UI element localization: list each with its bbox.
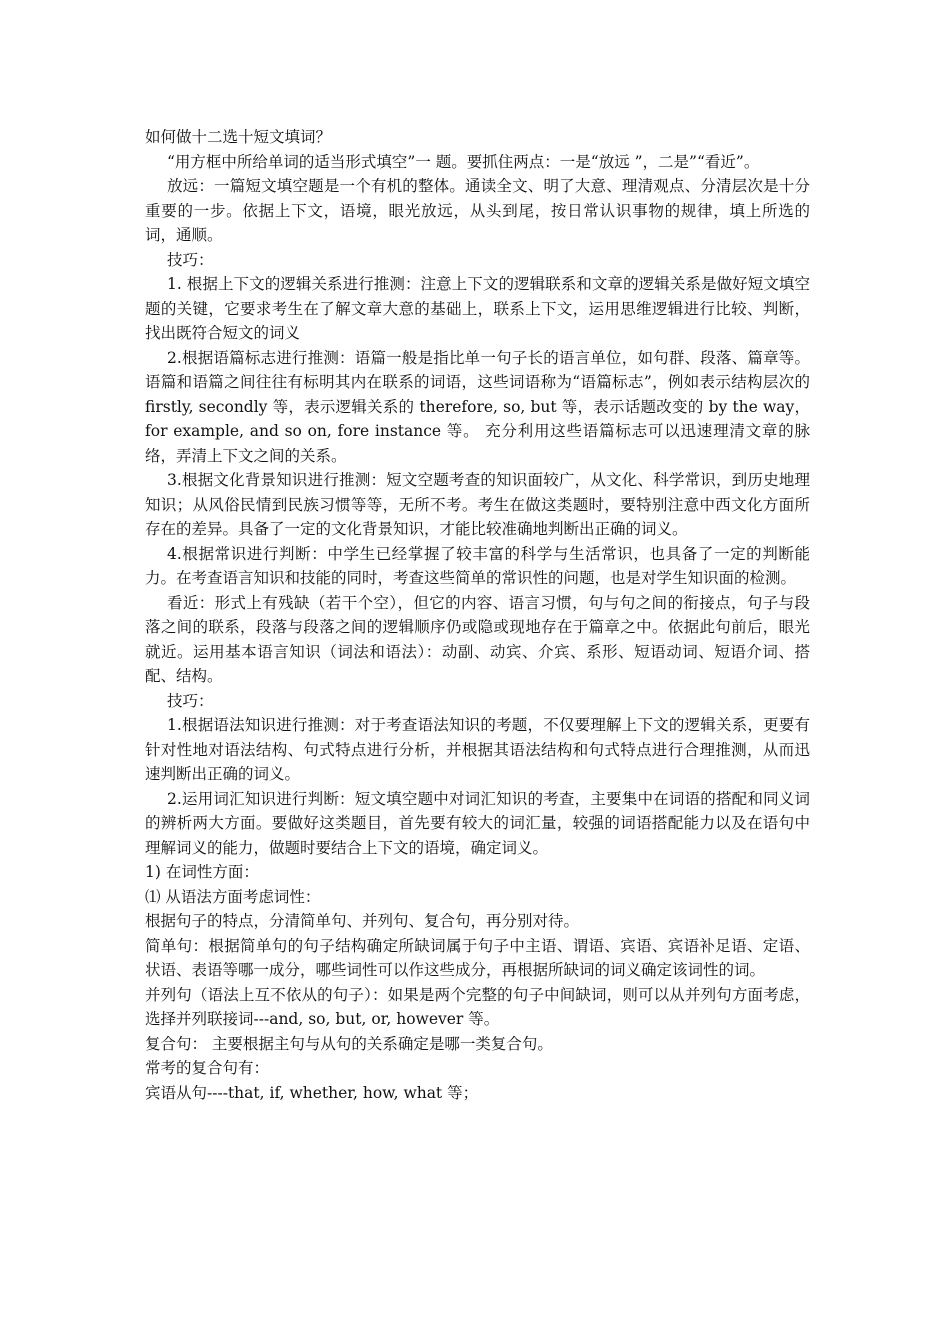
paragraph: 看近：形式上有残缺（若干个空），但它的内容、语言习惯，句与句之间的衔接点，句子与段落之间的联系，段落与段落之间的逻辑顺序仍或隐或现地存在于篇章之中。依据此句前后，眼光就近。运用基本语言知识（词法和语法）：动副、动宾、介宾、系形、短语动词、短语介词、搭配、结构。 xyxy=(145,593,810,685)
paragraph: ⑴ 从语法方面考虑词性： xyxy=(145,887,321,906)
document-body xyxy=(145,150,810,1106)
paragraph: 2.运用词汇知识进行判断：短文填空题中对词汇知识的考查，主要集中在词语的搭配和同义词的辨析两大方面。要做好这类题目，首先要有较大的词汇量，较强的词语搭配能力以及在语句中理解词义的能力，做题时要结合上下文的语境，确定词义。 xyxy=(145,789,810,857)
paragraph: 宾语从句----that, if, whether, how, what 等； xyxy=(145,1083,479,1102)
paragraph: 技巧： xyxy=(167,691,214,710)
paragraph: 4.根据常识进行判断：中学生已经掌握了较丰富的科学与生活常识，也具备了一定的判断能力。在考查语言知识和技能的同时，考查这些简单的常识性的问题，也是对学生知识面的检测。 xyxy=(145,544,810,587)
paragraph: 1) 在词性方面： xyxy=(145,863,259,881)
paragraph: 并列句（语法上互不依从的句子）：如果是两个完整的句子中间缺词，则可以从并列句方面考虑，选择并列联接词---and, so, but, or, however 等。 xyxy=(145,985,810,1028)
paragraph: 1. 根据上下文的逻辑关系进行推测：注意上下文的逻辑联系和文章的逻辑关系是做好短文填空题的关键，它要求考生在了解文章大意的基础上，联系上下文，运用思维逻辑进行比较、判断，找出既符合短文的词义 xyxy=(145,275,810,342)
document-page xyxy=(145,125,810,1105)
paragraph: 简单句：根据简单句的句子结构确定所缺词属于句子中主语、谓语、宾语、宾语补足语、定语、状语、表语等哪一成分，哪些词性可以作这些成分，再根据所缺词的词义确定该词性的词。 xyxy=(145,936,810,979)
paragraph: 放远：一篇短文填空题是一个有机的整体。通读全文、明了大意、理清观点、分清层次是十分重要的一步。依据上下文，语境，眼光放远，从头到尾，按日常认识事物的规律，填上所选的词，通顺。 xyxy=(145,177,810,244)
paragraph: 技巧： xyxy=(167,250,214,269)
paragraph: 常考的复合句有： xyxy=(145,1059,270,1077)
paragraph: 复合句： 主要根据主句与从句的关系确定是哪一类复合句。 xyxy=(145,1034,553,1053)
paragraph: 根据句子的特点，分清简单句、并列句、复合句，再分别对待。 xyxy=(145,912,580,930)
paragraph: 3.根据文化背景知识进行推测：短文空题考查的知识面较广，从文化、科学常识，到历史地理知识；从风俗民情到民族习惯等等，无所不考。考生在做这类题时，要特别注意中西文化方面所存在的差异。具备了一定的文化背景知识，才能比较准确地判断出正确的词义。 xyxy=(145,471,810,538)
paragraph: 1.根据语法知识进行推测：对于考查语法知识的考题，不仅要理解上下文的逻辑关系，更要有针对性地对语法结构、句式特点进行分析，并根据其语法结构和句式特点进行合理推测，从而迅速判断出正确的词义。 xyxy=(145,716,810,783)
document-title: 如何做十二选十短文填词？ xyxy=(145,128,332,146)
paragraph: 2.根据语篇标志进行推测：语篇一般是指比单一句子长的语言单位，如句群、段落、篇章等。语篇和语篇之间往往有标明其内在联系的词语，这些词语称为“语篇标志”，例如表示结构层次的 firstly, secondly 等，表示逻辑关系的 therefore, so, but 等，表示话题改变的 by the way，for example, and so on, fore instance 等。 充分利用这些语篇标志可以迅速理清文章的脉络，弄清上下文之间的关系。 xyxy=(145,348,810,465)
paragraph: “用方框中所给单词的适当形式填空”一 题。要抓住两点：一是“放远 ”，二是”“看近”。 xyxy=(167,152,760,171)
